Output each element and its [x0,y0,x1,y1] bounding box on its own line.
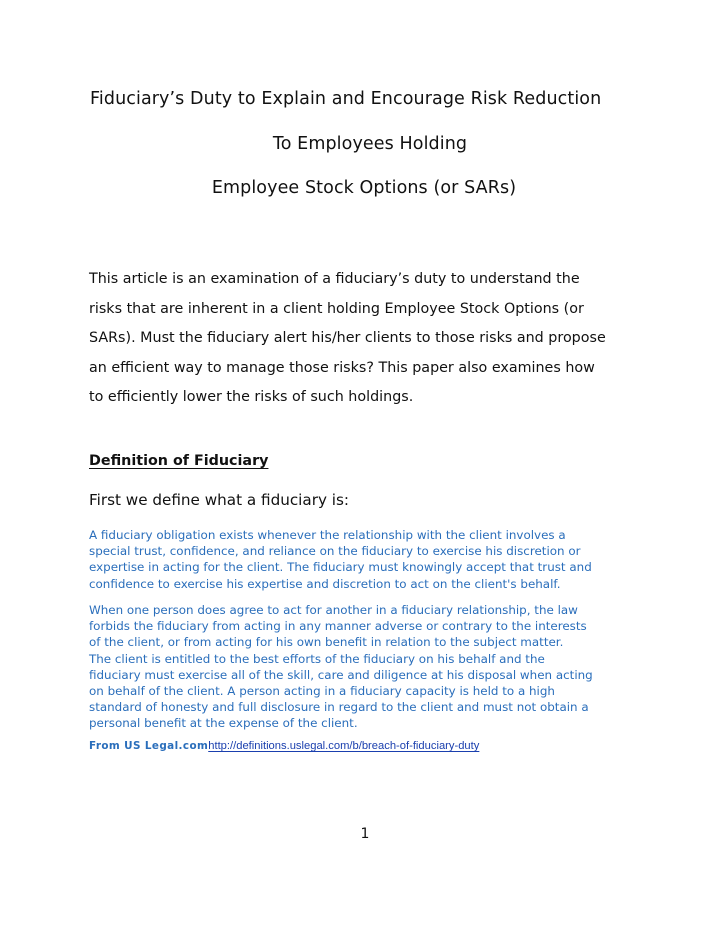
source-label: From US Legal.com [89,740,209,752]
quote-line: A fiduciary obligation exists whenever the relationship with the client involves a [89,528,566,542]
quote-line: confidence to exercise his expertise and discretion to act on the client's behalf. [89,576,561,591]
quote-line: forbids the fiduciary from acting in any manner adverse or contrary to the interests [89,619,587,634]
intro-line: risks that are inherent in a client holding Employee Stock Options (or [89,300,584,317]
intro-line: SARs). Must the fiduciary alert his/her clients to those risks and propose [89,330,606,347]
title-line-3: Employee Stock Options (or SARs) [211,178,517,198]
page-number: 1 [360,826,370,842]
quote-line: fiduciary must exercise all of the skill, care and diligence at his disposal when acting [89,667,593,682]
section-lead: First we define what a fiduciary is: [89,491,350,509]
quote-line: standard of honesty and full disclosure in regard to the client and must not obtain a [89,700,589,715]
quote-line: of the client, or from acting for his own benefit in relation to the subject matter. [89,635,564,650]
title-line-2: To Employees Holding [272,134,468,154]
quote-line: on behalf of the client. A person acting in a fiduciary capacity is held to a high [89,684,555,699]
quote-line: When one person does agree to act for another in a fiduciary relationship, the law [89,603,578,617]
intro-paragraph [89,265,649,413]
source-citation [89,740,479,752]
quote-paragraph-1 [89,527,659,592]
intro-line: an efficient way to manage those risks? This paper also examines how [89,359,595,376]
section-heading [89,453,268,469]
section-heading-text: Definition of Fiduciary [89,453,269,469]
quote-line: special trust, confidence, and reliance on the fiduciary to exercise his discretion or [89,544,581,559]
quote-line: expertise in acting for the client. The fiduciary must knowingly accept that trust and [89,560,592,575]
title-line-1: Fiduciary’s Duty to Explain and Encourage Risk Reduction [90,89,602,109]
intro-line: This article is an examination of a fiduciary’s duty to understand the [89,271,580,287]
quote-paragraph-2 [89,602,659,732]
source-link[interactable]: http://definitions.uslegal.com/b/breach-of-fiduciary-duty [208,740,480,752]
quote-line: The client is entitled to the best efforts of the fiduciary on his behalf and the [89,651,545,666]
quote-line: personal benefit at the expense of the client. [89,716,358,731]
intro-line: to efficiently lower the risks of such holdings. [89,389,414,406]
